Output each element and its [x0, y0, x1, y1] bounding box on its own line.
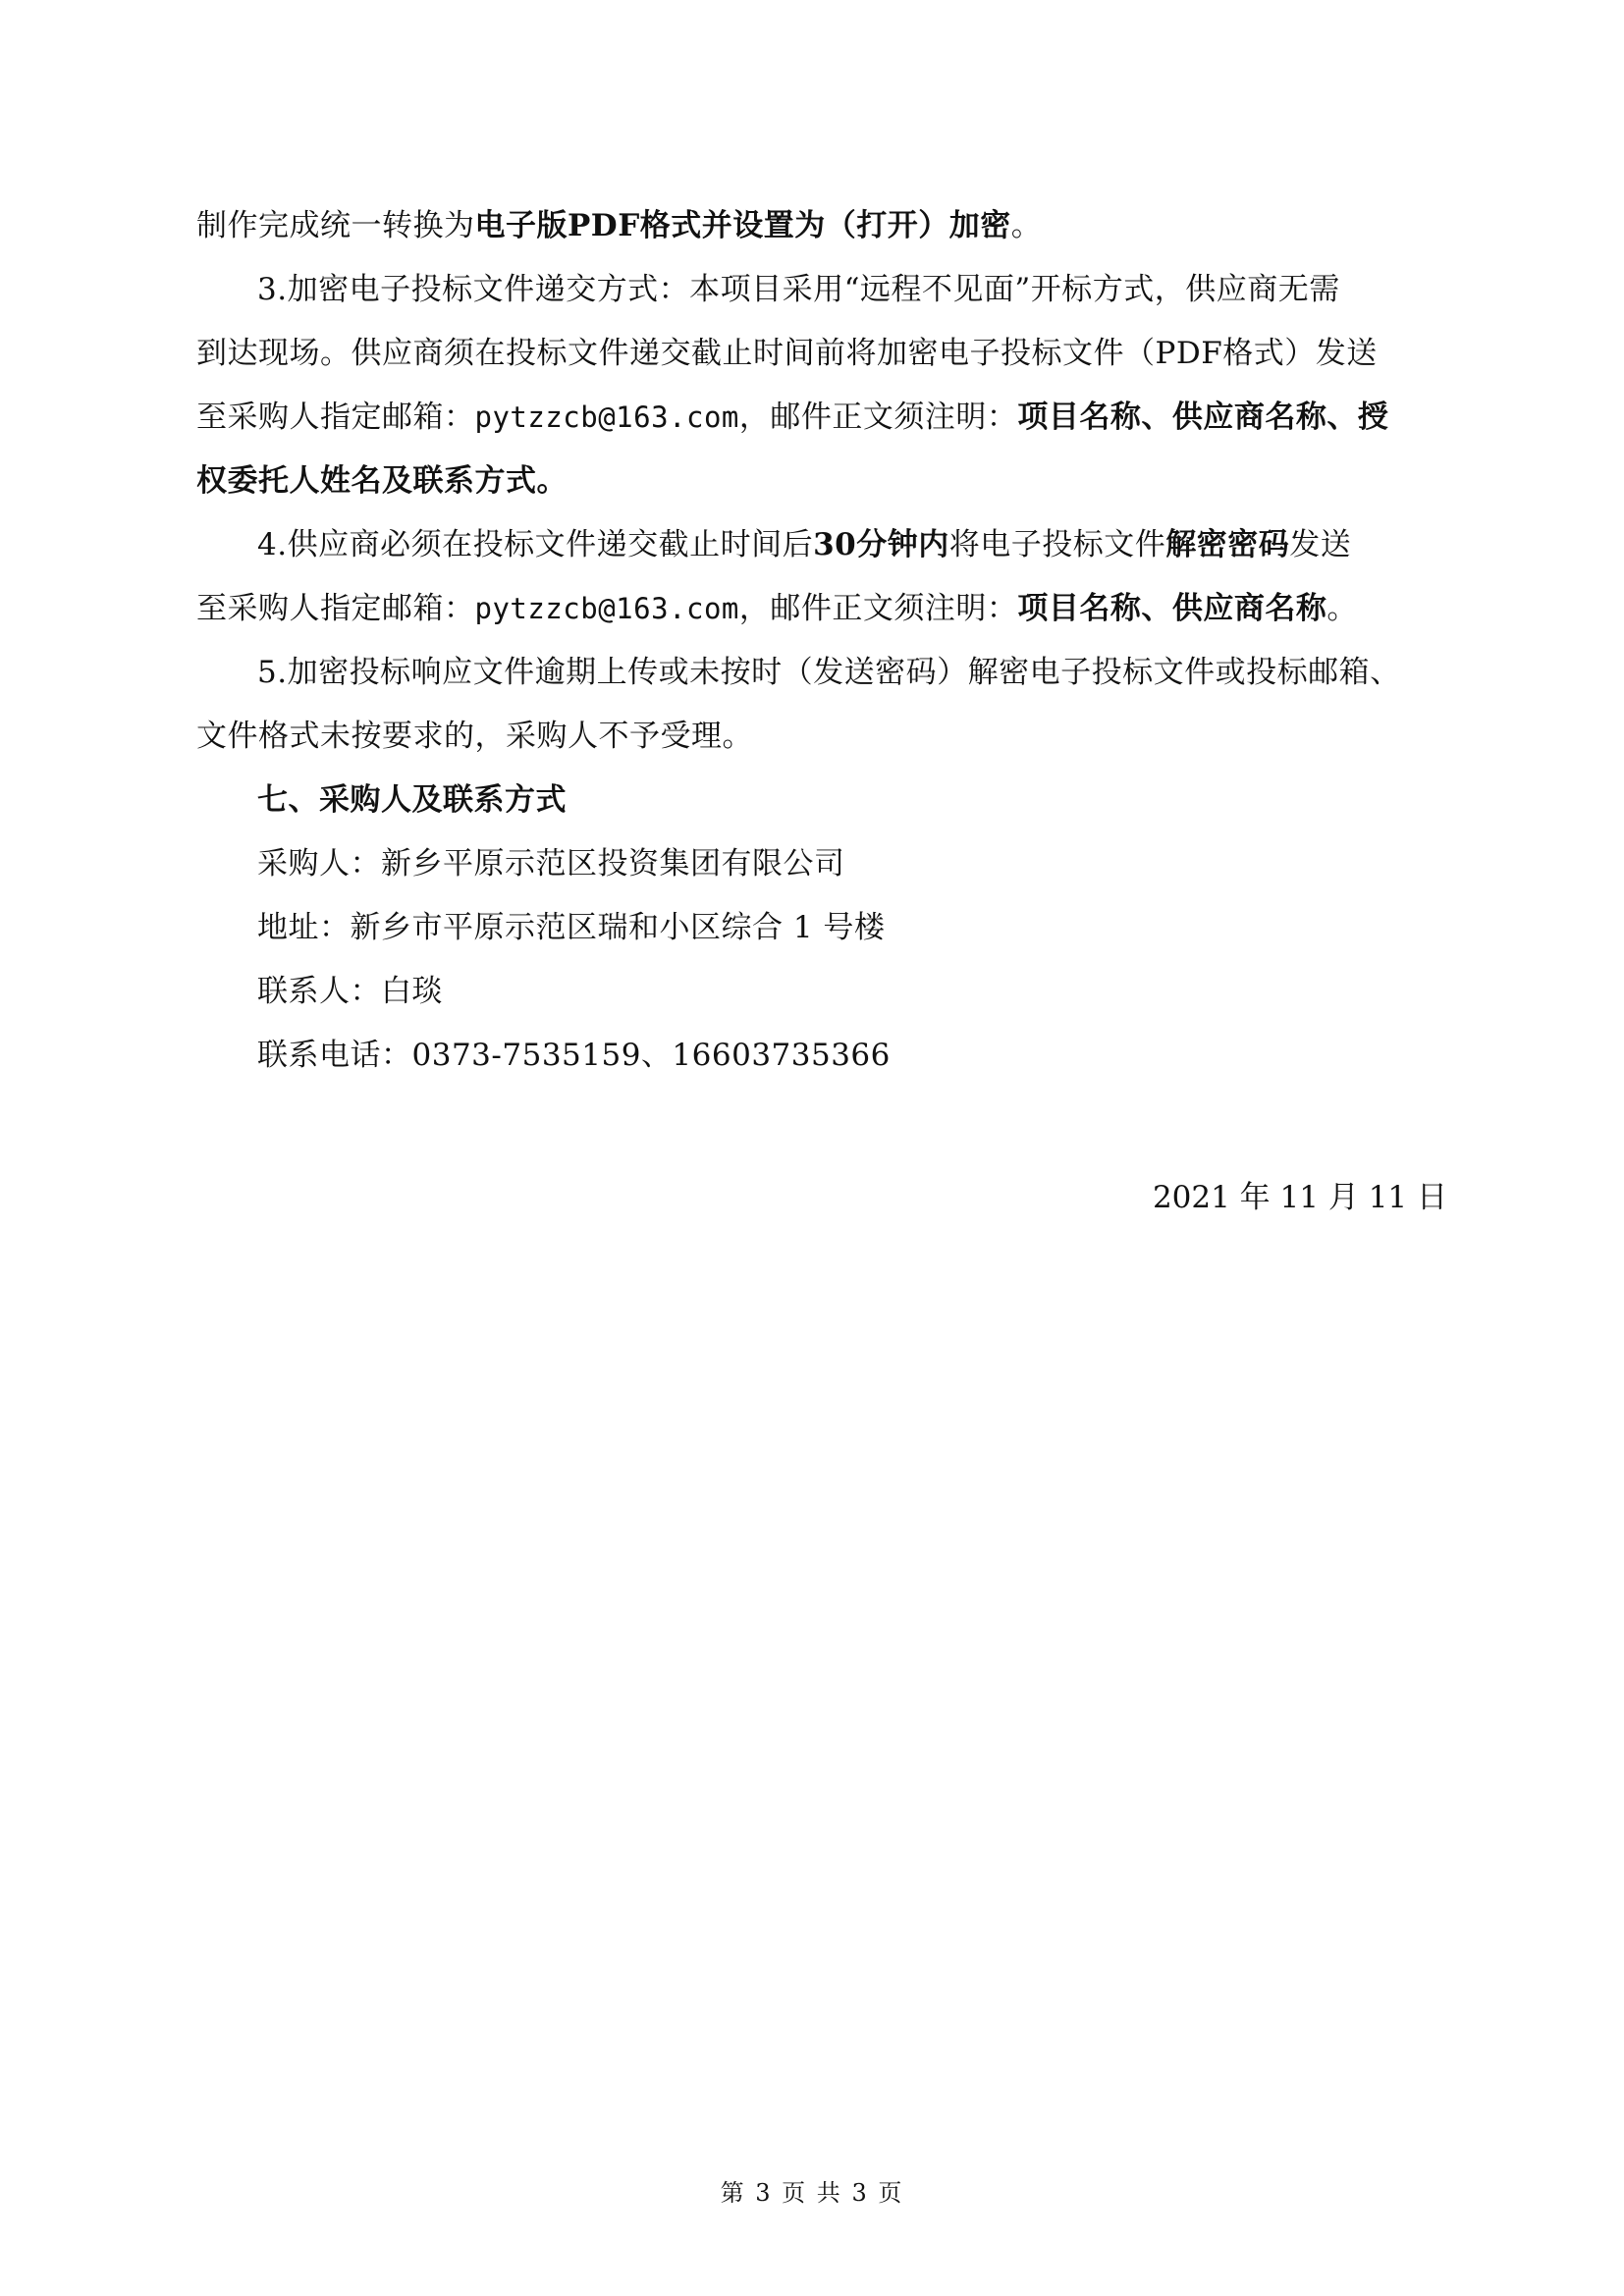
- phone-line: 联系电话：0373-7535159、16603735366: [257, 1038, 891, 1073]
- paragraph-line: [196, 589, 1448, 628]
- paragraph-line: 文件格式未按要求的，采购人不予受理。: [196, 719, 753, 754]
- bold-text-run: 电子版PDF格式并设置为（打开）加密: [474, 208, 1011, 243]
- text-run: 4.供应商必须在投标文件递交截止时间后: [257, 527, 814, 562]
- email-address: pytzzcb@163.com: [474, 400, 739, 434]
- text-run: ，邮件正文须注明：: [738, 591, 1018, 626]
- section-heading: 七、采购人及联系方式: [257, 782, 567, 818]
- text-run: 至采购人指定邮箱：: [196, 591, 475, 626]
- paragraph-line: 到达现场。供应商须在投标文件递交截止时间前将加密电子投标文件（PDF格式）发送: [196, 336, 1378, 371]
- paragraph-line: [196, 398, 1448, 437]
- text-run: ，邮件正文须注明：: [738, 400, 1018, 435]
- bold-text-run: 项目名称、供应商名称、授: [1017, 400, 1389, 435]
- paragraph-line: [196, 206, 1448, 245]
- paragraph-line: 3.加密电子投标文件递交方式：本项目采用“远程不见面”开标方式，供应商无需: [257, 272, 1340, 307]
- text-run: 。: [1326, 591, 1358, 626]
- text-run: 至采购人指定邮箱：: [196, 400, 475, 435]
- bold-text-run: 30分钟内: [813, 527, 949, 562]
- page-number-footer: 第 3 页 共 3 页: [720, 2179, 904, 2207]
- bold-text-run: 项目名称、供应商名称: [1017, 591, 1327, 626]
- paragraph-line: 5.加密投标响应文件逾期上传或未按时（发送密码）解密电子投标文件或投标邮箱、: [257, 655, 1401, 690]
- email-address: pytzzcb@163.com: [474, 592, 739, 625]
- document-date: 2021 年 11 月 11 日: [1152, 1180, 1447, 1215]
- contact-line: 联系人：白琰: [257, 974, 443, 1009]
- text-run: 。: [1010, 208, 1043, 243]
- text-run: 发送: [1289, 527, 1352, 562]
- paragraph-line: [257, 525, 1448, 564]
- bold-text-run: 解密密码: [1165, 527, 1290, 562]
- text-run: 制作完成统一转换为: [196, 208, 475, 243]
- address-line: 地址：新乡市平原示范区瑞和小区综合 1 号楼: [257, 910, 886, 945]
- paragraph-line: 权委托人姓名及联系方式。: [196, 463, 568, 499]
- purchaser-line: 采购人：新乡平原示范区投资集团有限公司: [257, 846, 845, 881]
- text-run: 将电子投标文件: [948, 527, 1166, 562]
